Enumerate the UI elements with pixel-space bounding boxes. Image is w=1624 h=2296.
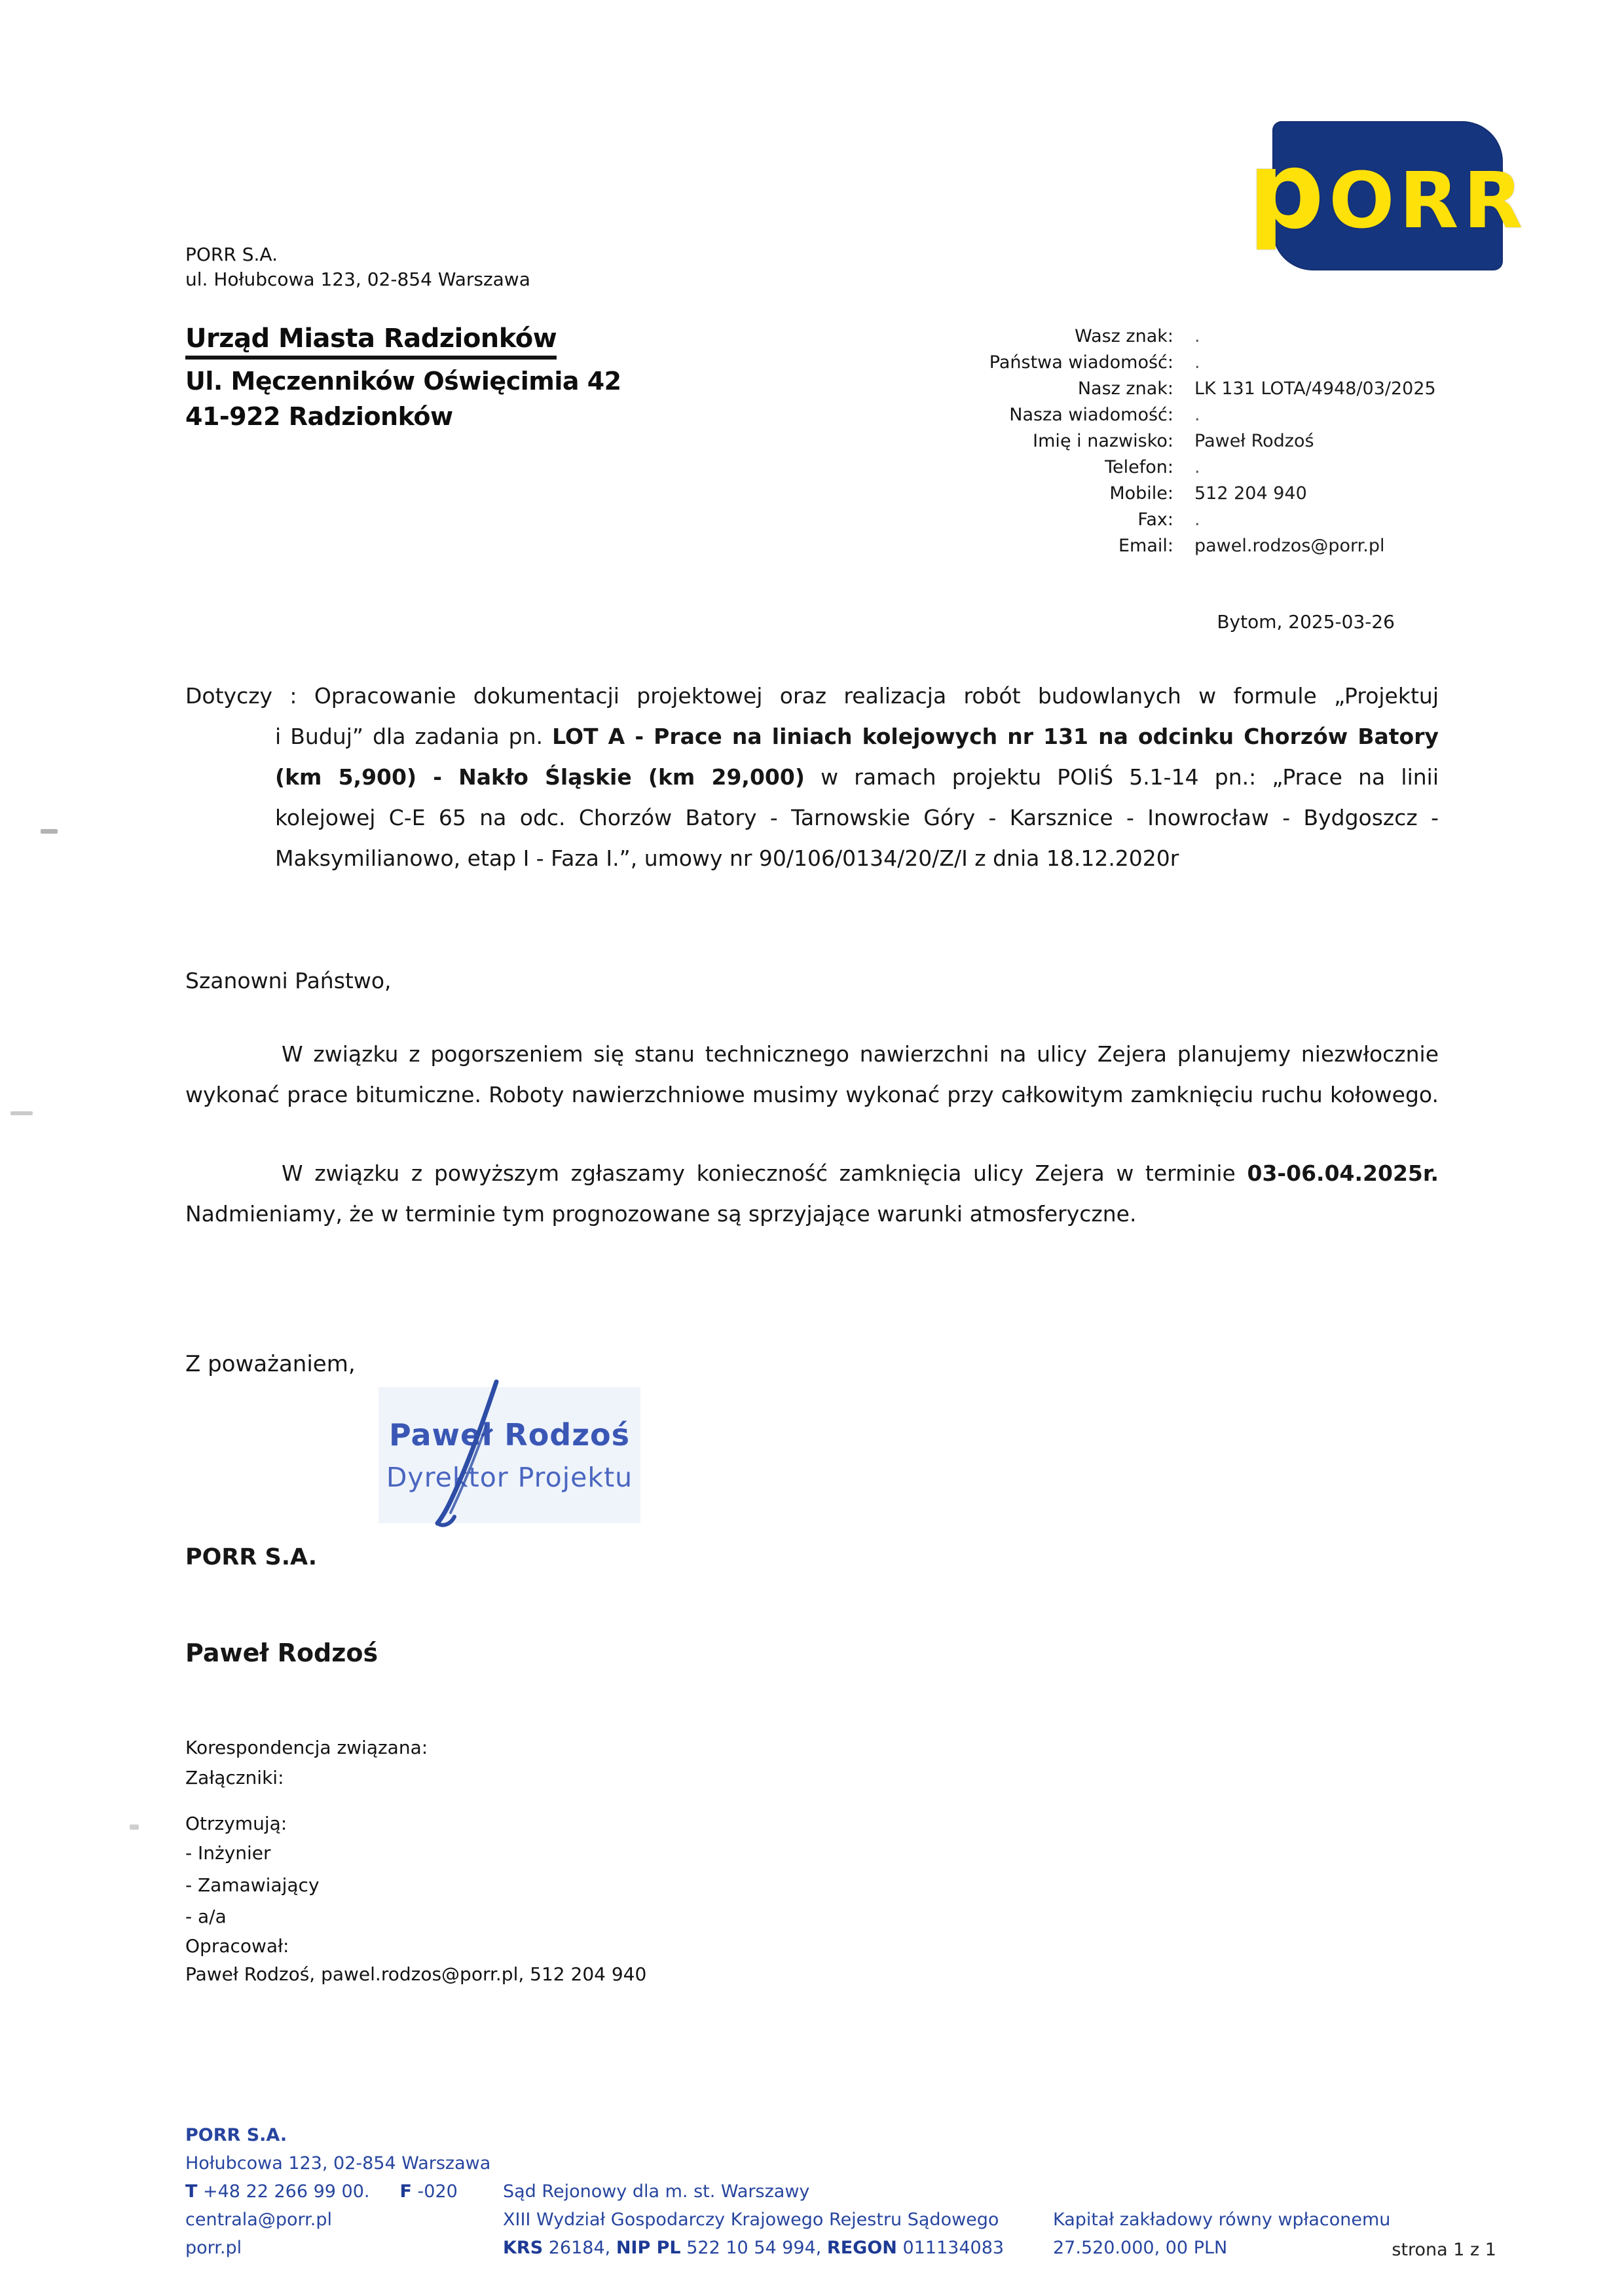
footer-court-line2: XIII Wydział Gospodarczy Krajowego Rejestru Sądowego bbox=[503, 2210, 999, 2230]
subject-line-5: Maksymilianowo, etap I - Faza I.”, umowy nr 90/106/0134/20/Z/I z dnia 18.12.2020r bbox=[275, 845, 1179, 871]
salutation: Szanowni Państwo, bbox=[185, 968, 392, 993]
meta-label-mobile: Mobile: bbox=[1109, 483, 1173, 504]
meta-label-telefon: Telefon: bbox=[1105, 457, 1173, 477]
meta-label-panstwa-wiadomosc: Państwa wiadomość: bbox=[989, 352, 1173, 373]
recipient-item-aa: - a/a bbox=[185, 1906, 227, 1927]
meta-label-email: Email: bbox=[1118, 536, 1173, 556]
footer-phone-fax: T +48 22 266 99 00. F -020 bbox=[185, 2181, 458, 2202]
footer-capital-line1: Kapitał zakładowy równy wpłaconemu bbox=[1053, 2210, 1391, 2230]
recipient-street: Ul. Męczenników Oświęcimia 42 bbox=[185, 367, 621, 396]
stamp-title: Dyrektor Projektu bbox=[386, 1462, 633, 1493]
sender-company: PORR S.A. bbox=[185, 244, 278, 265]
paragraph-2-line-1: W związku z powyższym zgłaszamy konieczność zamknięcia ulicy Zejera w terminie 03-06.04.2025r. bbox=[282, 1160, 1439, 1186]
footer-registry-numbers: KRS 26184, NIP PL 522 10 54 994, REGON 011134083 bbox=[503, 2238, 1005, 2258]
meta-value-fax: . bbox=[1194, 509, 1200, 530]
subject-line-3: (km 5,900) - Nakło Śląskie (km 29,000) w ramach projektu POIiŚ 5.1-14 pn.: „Prace na linii bbox=[275, 764, 1439, 790]
sender-address: ul. Hołubcowa 123, 02-854 Warszawa bbox=[185, 268, 530, 290]
meta-value-mobile: 512 204 940 bbox=[1194, 483, 1307, 504]
subject-line-4: kolejowej C-E 65 na odc. Chorzów Batory - Tarnowskie Góry - Karsznice - Inowrocław - Bydgoszcz - bbox=[275, 805, 1439, 830]
porr-logo bbox=[1247, 121, 1528, 270]
prepared-by-label: Opracował: bbox=[185, 1935, 289, 1957]
meta-value-panstwa-wiadomosc: . bbox=[1194, 352, 1200, 373]
meta-value-email: pawel.rodzos@porr.pl bbox=[1194, 536, 1385, 556]
recipient-item-client: - Zamawiający bbox=[185, 1874, 320, 1896]
recipient-name: Urząd Miasta Radzionków bbox=[185, 324, 557, 360]
scan-artifact-dash bbox=[130, 1824, 139, 1830]
paragraph-1-line-1: W związku z pogorszeniem się stanu technicznego nawierzchni na ulicy Zejera planujemy niezwłocznie bbox=[282, 1041, 1439, 1067]
footer-address: Hołubcowa 123, 02-854 Warszawa bbox=[185, 2153, 491, 2174]
scan-artifact-dash bbox=[10, 1111, 33, 1115]
meta-value-imie-nazwisko: Paweł Rodzoś bbox=[1194, 431, 1314, 451]
paragraph-2-line-2: Nadmieniamy, że w terminie tym prognozowane są sprzyjające warunki atmosferyczne. bbox=[185, 1201, 1137, 1227]
signature-name: Paweł Rodzoś bbox=[185, 1639, 378, 1667]
signature-company: PORR S.A. bbox=[185, 1544, 318, 1570]
meta-label-wasz-znak: Wasz znak: bbox=[1075, 326, 1173, 346]
footer-website: porr.pl bbox=[185, 2238, 242, 2258]
attachments-label: Załączniki: bbox=[185, 1767, 284, 1788]
closing-phrase: Z poważaniem, bbox=[185, 1351, 356, 1377]
recipient-item-engineer: - Inżynier bbox=[185, 1842, 271, 1864]
meta-value-nasz-znak: LK 131 LOTA/4948/03/2025 bbox=[1194, 379, 1436, 399]
footer-email: centrala@porr.pl bbox=[185, 2210, 332, 2230]
footer-company: PORR S.A. bbox=[185, 2125, 287, 2145]
related-correspondence-label: Korespondencja związana: bbox=[185, 1737, 428, 1758]
subject-line-2: i Buduj” dla zadania pn. LOT A - Prace na liniach kolejowych nr 131 na odcinku Chorzów Batory bbox=[275, 724, 1439, 749]
meta-value-wasz-znak: . bbox=[1194, 326, 1200, 346]
scan-artifact-dash bbox=[41, 829, 58, 834]
meta-value-nasza-wiadomosc: . bbox=[1194, 405, 1200, 425]
recipients-label: Otrzymują: bbox=[185, 1813, 287, 1834]
meta-label-imie-nazwisko: Imię i nazwisko: bbox=[1033, 431, 1173, 451]
signature-stroke bbox=[367, 1361, 668, 1544]
page-indicator: strona 1 z 1 bbox=[1392, 2240, 1496, 2260]
meta-label-nasz-znak: Nasz znak: bbox=[1077, 379, 1173, 399]
subject-line-1: Dotyczy : Opracowanie dokumentacji projektowej oraz realizacja robót budowlanych w formule „Projektuj bbox=[185, 683, 1439, 709]
paragraph-1-line-2: wykonać prace bitumiczne. Roboty nawierzchniowe musimy wykonać przy całkowitym zamknięciu ruchu kołowego. bbox=[185, 1082, 1439, 1107]
meta-value-telefon: . bbox=[1194, 457, 1200, 477]
footer-capital-line2: 27.520.000, 00 PLN bbox=[1053, 2238, 1228, 2258]
recipient-city: 41-922 Radzionków bbox=[185, 402, 453, 431]
stamp-name: Paweł Rodzoś bbox=[388, 1417, 630, 1453]
prepared-by-value: Paweł Rodzoś, pawel.rodzos@porr.pl, 512 204 940 bbox=[185, 1963, 647, 1985]
porr-logo-wordmark: p ORR bbox=[1247, 129, 1528, 253]
meta-label-fax: Fax: bbox=[1137, 509, 1173, 530]
meta-label-nasza-wiadomosc: Nasza wiadomość: bbox=[1009, 405, 1173, 425]
dateline: Bytom, 2025-03-26 bbox=[1217, 611, 1395, 633]
footer-court-line1: Sąd Rejonowy dla m. st. Warszawy bbox=[503, 2181, 810, 2202]
